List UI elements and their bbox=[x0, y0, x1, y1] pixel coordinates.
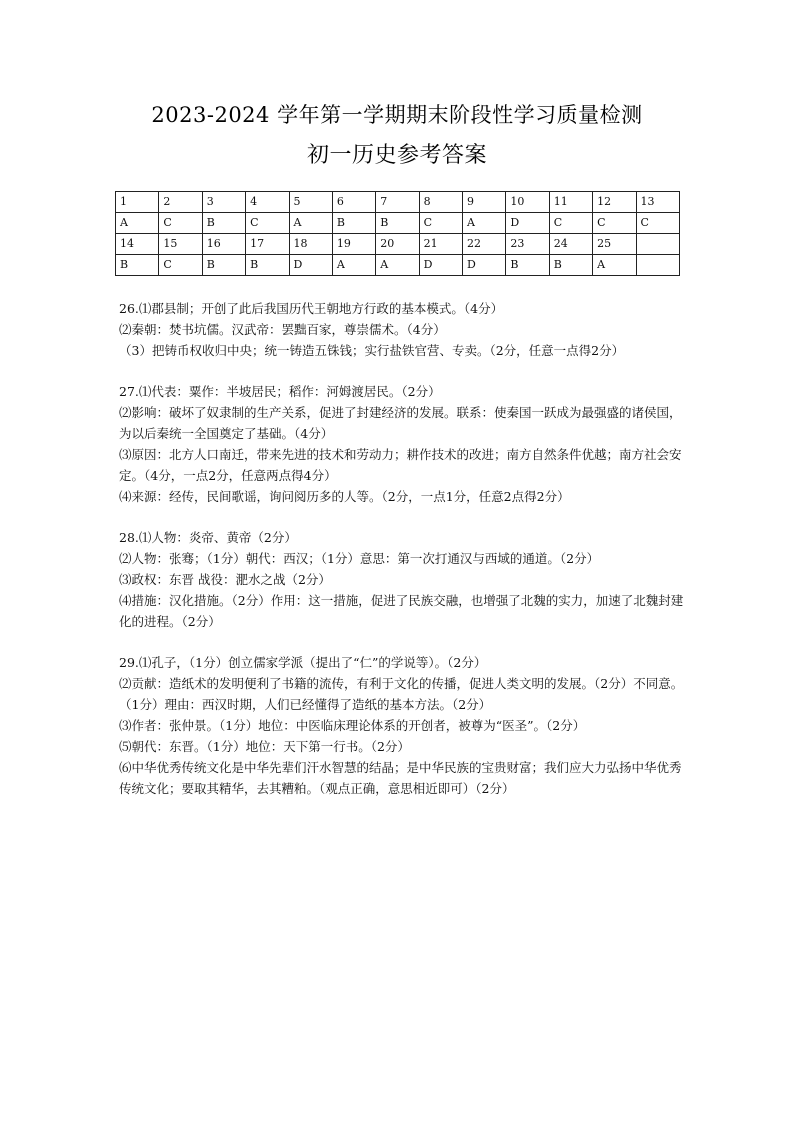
answer-line: ⑷措施：汉化措施。（2分）作用：这一措施，促进了民族交融，也增强了北魏的实力，加速了北魏封建化的进程。（2分） bbox=[119, 593, 684, 629]
question-26-answers bbox=[119, 298, 689, 361]
answer-table bbox=[115, 191, 680, 276]
page-subtitle: 初一历史参考答案 bbox=[306, 143, 487, 168]
answer-table-cell: B bbox=[246, 255, 289, 276]
answer-table-cell: 13 bbox=[636, 192, 680, 213]
answer-table-row bbox=[116, 192, 680, 213]
answer-table-cell: 21 bbox=[419, 234, 462, 255]
answer-line: ⑵人物：张骞；（1分）朝代：西汉；（1分）意思：第一次打通汉与西域的通道。（2分） bbox=[119, 551, 600, 566]
answer-table-cell: 10 bbox=[506, 192, 549, 213]
answer-line: ⑷来源：经传，民间歌谣，询问阅历多的人等。（2分，一点1分，任意2点得2分） bbox=[119, 489, 570, 504]
answer-table-cell: B bbox=[202, 213, 245, 234]
answer-table-cell: C bbox=[159, 213, 202, 234]
answer-table-cell: A bbox=[289, 213, 332, 234]
answer-table-cell: 23 bbox=[506, 234, 549, 255]
answer-table-cell: D bbox=[506, 213, 549, 234]
question-29-answers bbox=[119, 652, 689, 799]
answer-table-cell: 17 bbox=[246, 234, 289, 255]
answer-table-cell: 16 bbox=[202, 234, 245, 255]
answer-table-cell: A bbox=[463, 213, 506, 234]
answer-line: ⑹中华优秀传统文化是中华先辈们汗水智慧的结晶；是中华民族的宝贵财富；我们应大力弘扬中华优秀传统文化；要取其精华，去其糟粕。（观点正确，意思相近即可）（2分） bbox=[119, 760, 682, 796]
answer-table-cell: 25 bbox=[593, 234, 636, 255]
answer-line: 28.⑴人物：炎帝、黄帝（2分） bbox=[119, 530, 297, 545]
answer-table-cell: 22 bbox=[463, 234, 506, 255]
answer-table-cell: 1 bbox=[116, 192, 159, 213]
question-28-answers bbox=[119, 527, 689, 632]
answer-table-cell: C bbox=[159, 255, 202, 276]
answer-table-row bbox=[116, 255, 680, 276]
answer-line: 27.⑴代表：粟作：半坡居民；稻作：河姆渡居民。（2分） bbox=[119, 384, 441, 399]
answer-table-cell: 15 bbox=[159, 234, 202, 255]
answer-table-row bbox=[116, 213, 680, 234]
answer-table-cell: C bbox=[636, 213, 680, 234]
answer-line: ⑵影响：破坏了奴隶制的生产关系，促进了封建经济的发展。联系：使秦国一跃成为最强盛的诸侯国，为以后秦统一全国奠定了基础。（4分） bbox=[119, 405, 682, 441]
answer-line: （3）把铸币权收归中央；统一铸造五铢钱；实行盐铁官营、专卖。（2分，任意一点得2分） bbox=[119, 343, 625, 358]
answer-table-cell: 2 bbox=[159, 192, 202, 213]
answer-line: 26.⑴郡县制；开创了此后我国历代王朝地方行政的基本模式。（4分） bbox=[119, 301, 504, 316]
answer-table-cell: B bbox=[506, 255, 549, 276]
answer-table-cell: 7 bbox=[376, 192, 419, 213]
answer-table-cell: 24 bbox=[549, 234, 592, 255]
answer-table-cell: A bbox=[376, 255, 419, 276]
answer-line: ⑶作者：张仲景。（1分）地位：中医临床理论体系的开创者，被尊为“医圣”。（2分） bbox=[119, 718, 586, 733]
answer-table-cell: 5 bbox=[289, 192, 332, 213]
answer-table-cell: 6 bbox=[332, 192, 375, 213]
answer-table-cell: C bbox=[593, 213, 636, 234]
answer-line: ⑵秦朝：焚书坑儒。汉武帝：罢黜百家，尊崇儒术。（4分） bbox=[119, 322, 446, 337]
answer-table-cell: 14 bbox=[116, 234, 159, 255]
answer-line: 29.⑴孔子，（1分）创立儒家学派（提出了“仁”的学说等）。（2分） bbox=[119, 655, 487, 670]
answer-line: ⑸朝代：东晋。（1分）地位：天下第一行书。（2分） bbox=[119, 739, 410, 754]
answer-table-cell bbox=[636, 234, 680, 255]
answer-table-cell: D bbox=[289, 255, 332, 276]
answer-table-cell: A bbox=[593, 255, 636, 276]
page-title: 2023-2024 学年第一学期期末阶段性学习质量检测 bbox=[151, 103, 643, 127]
answer-table-cell: D bbox=[419, 255, 462, 276]
answer-line: ⑶原因：北方人口南迁，带来先进的技术和劳动力；耕作技术的改进；南方自然条件优越；南方社会安定。（4分，一点2分，任意两点得4分） bbox=[119, 447, 682, 483]
answer-table-cell: 18 bbox=[289, 234, 332, 255]
answer-line: ⑵贡献：造纸术的发明便利了书籍的流传，有利于文化的传播，促进人类文明的发展。（2分）不同意。（1分）理由：西汉时期，人们已经懂得了造纸的基本方法。（2分） bbox=[119, 676, 684, 712]
answer-line: ⑶政权：东晋 战役：淝水之战（2分） bbox=[119, 572, 331, 587]
answer-table-cell: B bbox=[376, 213, 419, 234]
answer-table-cell: C bbox=[419, 213, 462, 234]
answer-table-cell: 11 bbox=[549, 192, 592, 213]
answer-table-cell: B bbox=[549, 255, 592, 276]
question-27-answers bbox=[119, 381, 689, 507]
answer-table-row bbox=[116, 234, 680, 255]
answer-table-cell bbox=[636, 255, 680, 276]
answer-table-cell: A bbox=[332, 255, 375, 276]
answer-table-cell: C bbox=[246, 213, 289, 234]
answer-table-cell: 3 bbox=[202, 192, 245, 213]
answer-table-cell: 4 bbox=[246, 192, 289, 213]
answer-table-cell: A bbox=[116, 213, 159, 234]
answer-table-cell: 8 bbox=[419, 192, 462, 213]
answer-table-cell: 9 bbox=[463, 192, 506, 213]
answer-table-cell: 19 bbox=[332, 234, 375, 255]
answer-table-cell: 20 bbox=[376, 234, 419, 255]
answer-table-cell: B bbox=[332, 213, 375, 234]
answer-table-cell: B bbox=[202, 255, 245, 276]
answer-table-cell: D bbox=[463, 255, 506, 276]
answer-table-cell: C bbox=[549, 213, 592, 234]
answer-table-cell: B bbox=[116, 255, 159, 276]
answer-table-cell: 12 bbox=[593, 192, 636, 213]
